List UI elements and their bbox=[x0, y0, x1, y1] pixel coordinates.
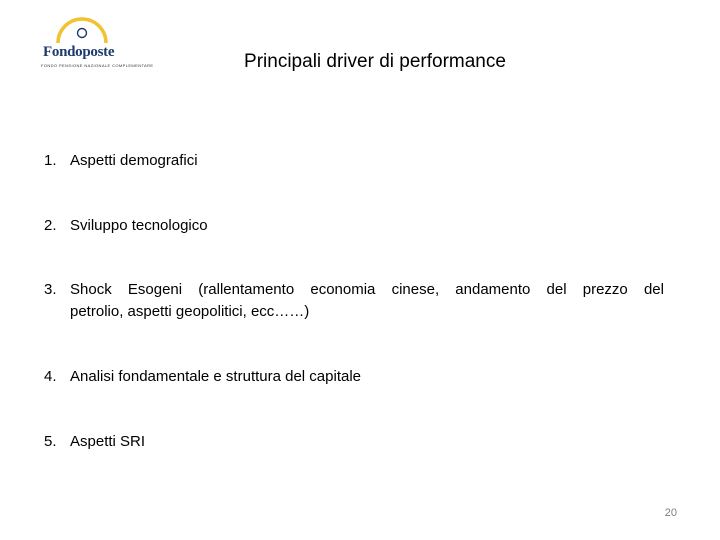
list-item-text: Aspetti SRI bbox=[70, 433, 146, 450]
logo-tagline: FONDO PENSIONE NAZIONALE COMPLEMENTARE bbox=[41, 63, 154, 68]
list-item bbox=[44, 215, 664, 237]
list-item-number: 5. bbox=[44, 433, 57, 450]
list-item-number: 1. bbox=[44, 152, 57, 169]
list-item-text bbox=[70, 279, 664, 323]
list-item-text: Sviluppo tecnologico bbox=[70, 217, 208, 234]
list-item-text: Aspetti demografici bbox=[70, 152, 198, 169]
slide-title: Principali driver di performance bbox=[244, 51, 506, 72]
list-item bbox=[44, 150, 664, 172]
list-item-number: 2. bbox=[44, 217, 57, 234]
list-item-text-line: petrolio, aspetti geopolitici, ecc……) bbox=[70, 303, 310, 320]
page-number: 20 bbox=[664, 507, 677, 519]
list-item-text-line: Shock Esogeni (rallentamento economia cinese, andamento del prezzo del bbox=[70, 281, 664, 298]
logo-wordmark: Fondoposte bbox=[43, 44, 115, 60]
list-item bbox=[44, 279, 664, 323]
list-item bbox=[44, 366, 664, 388]
list-item-number: 4. bbox=[44, 368, 57, 385]
sun-arc-icon bbox=[40, 16, 130, 46]
list-item-number: 3. bbox=[44, 281, 57, 298]
list-item-text: Analisi fondamentale e struttura del capitale bbox=[70, 368, 362, 385]
fondoposte-logo bbox=[40, 16, 154, 70]
list-item bbox=[44, 431, 664, 453]
